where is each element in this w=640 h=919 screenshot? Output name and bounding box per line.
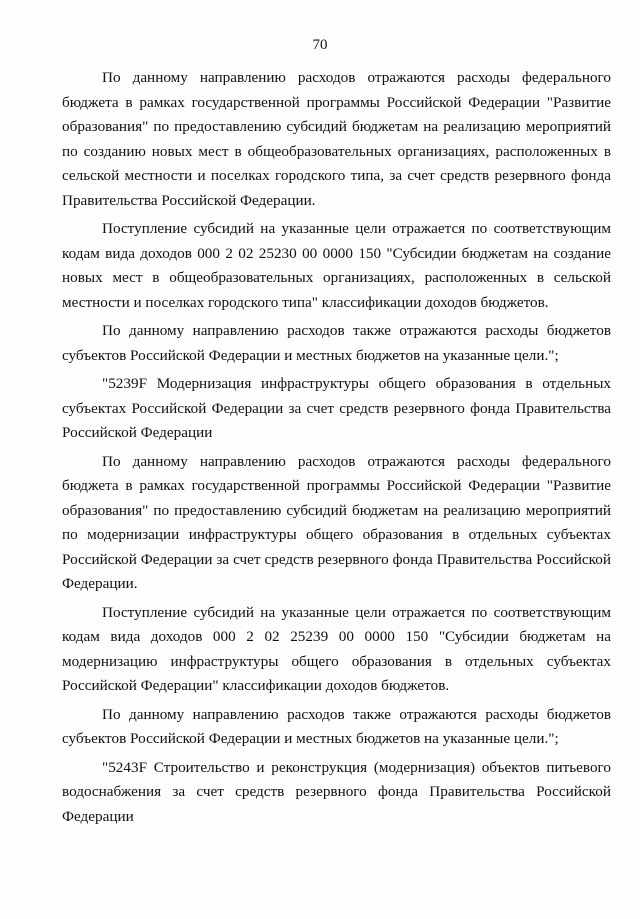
document-body <box>62 66 615 833</box>
paragraph-6: Поступление субсидий на указанные цели отражается по соответствующим кодам вида доходов 000 2 02 25239 00 0000 150 "Субсидии бюджетам на модернизацию инфраструктуры общего образования в отдельных субъектах Российской Федерации" классификации доходов бюджетов. <box>62 603 615 694</box>
paragraph-2: Поступление субсидий на указанные цели отражается по соответствующим кодам вида доходов 000 2 02 25230 00 0000 150 "Субсидии бюджетам на создание новых мест в общеобразовательных организациях, расположенных в сельской местности и поселках городского типа" классификации доходов бюджетов. <box>62 220 615 311</box>
paragraph-5: По данному направлению расходов отражаются расходы федерального бюджета в рамках государственной программы Российской Федерации "Развитие образования" по предоставлению субсидий бюджетам на реализацию мероприятий по модернизации инфраструктуры общего образования в отдельных субъектах Российской Федерации за счет средств резервного фонда Правительства Российской Федерации. <box>62 452 615 592</box>
section-heading-5243f: "5243F Строительство и реконструкция (модернизация) объектов питьевого водоснабжения за счет средств резервного фонда Правительства Российской Федерации <box>62 758 615 825</box>
section-heading-5239f: "5239F Модернизация инфраструктуры общего образования в отдельных субъектах Российской Федерации за счет средств резервного фонда Правительства Российской Федерации <box>62 375 615 441</box>
paragraph-1: По данному направлению расходов отражаются расходы федерального бюджета в рамках государственной программы Российской Федерации "Развитие образования" по предоставлению субсидий бюджетам на реализацию мероприятий по созданию новых мест в общеобразовательных организациях, расположенных в сельской местности и поселках городского типа, за счет средств резервного фонда Правительства Российской Федерации. <box>62 69 615 209</box>
paragraph-3: По данному направлению расходов также отражаются расходы бюджетов субъектов Российской Федерации и местных бюджетов на указанные цели."; <box>62 322 615 364</box>
page-number: 70 <box>312 37 328 53</box>
paragraph-7: По данному направлению расходов также отражаются расходы бюджетов субъектов Российской Федерации и местных бюджетов на указанные цели."; <box>62 705 615 747</box>
